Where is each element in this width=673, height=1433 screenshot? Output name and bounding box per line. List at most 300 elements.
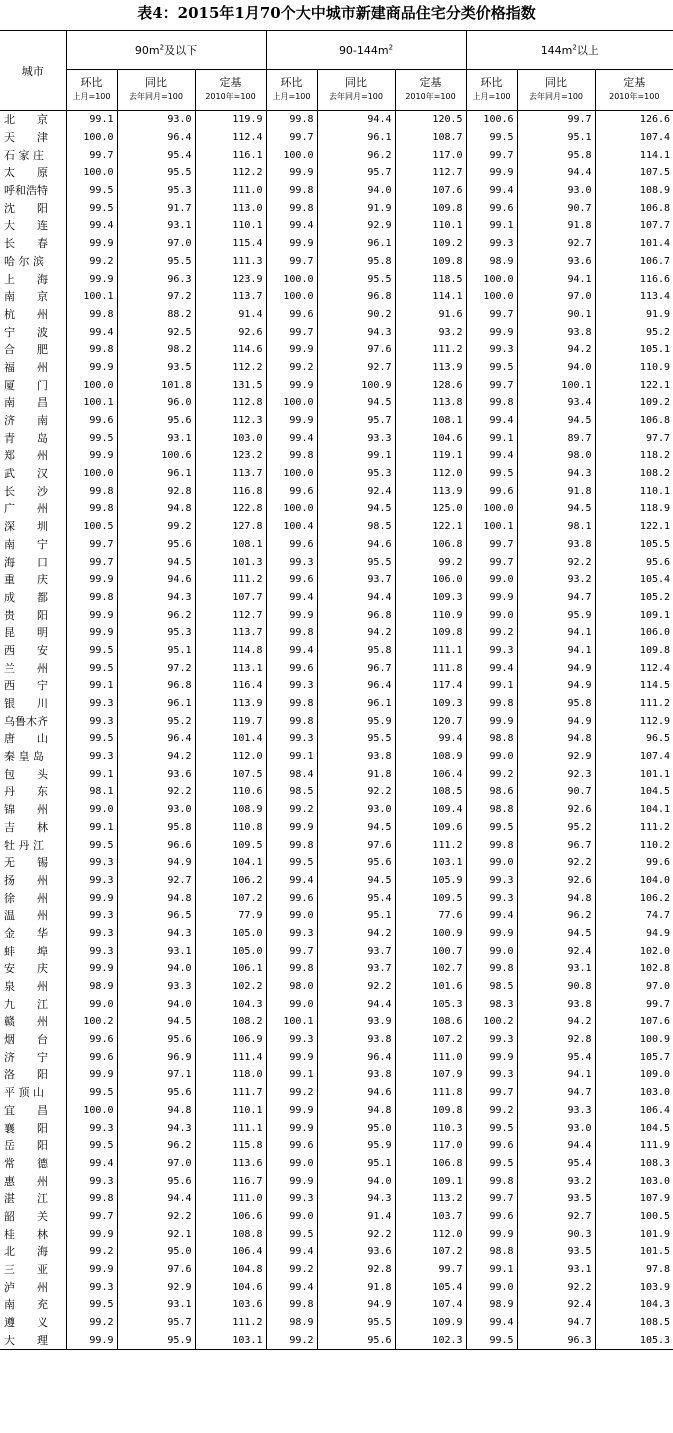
index-value: 99.2 [466,624,517,642]
index-value: 95.8 [317,642,395,660]
index-value: 94.8 [117,1102,195,1120]
index-value: 106.2 [195,872,266,890]
index-value: 95.2 [117,712,195,730]
index-value: 99.8 [266,1296,317,1314]
index-value: 108.9 [195,801,266,819]
index-value: 111.8 [395,659,466,677]
index-value: 95.1 [117,642,195,660]
index-value: 115.4 [195,235,266,253]
index-value: 117.0 [395,146,466,164]
index-value: 108.7 [395,129,466,147]
index-value: 99.7 [466,146,517,164]
index-value: 99.7 [66,536,117,554]
index-value: 110.9 [595,359,673,377]
index-value: 96.4 [117,129,195,147]
index-value: 99.9 [466,164,517,182]
table-row [0,872,673,890]
index-value: 95.9 [517,606,595,624]
index-value: 95.2 [595,323,673,341]
index-value: 110.6 [195,783,266,801]
index-value: 99.0 [466,942,517,960]
index-value: 99.3 [266,925,317,943]
index-value: 109.5 [195,836,266,854]
index-value: 105.2 [595,589,673,607]
index-value: 99.4 [266,642,317,660]
index-value: 94.5 [317,819,395,837]
index-value: 100.9 [395,925,466,943]
index-value: 113.2 [395,1190,466,1208]
sub-header-mom-g3 [466,70,517,111]
index-value: 99.6 [466,1137,517,1155]
index-value: 94.4 [517,1137,595,1155]
index-value: 99.8 [266,695,317,713]
index-value: 98.9 [266,1314,317,1332]
index-value: 107.4 [595,129,673,147]
index-value: 100.0 [466,500,517,518]
index-value: 95.9 [317,712,395,730]
city-name: 长 沙 [4,484,48,498]
index-value: 114.8 [195,642,266,660]
index-value: 122.1 [595,518,673,536]
index-value: 99.5 [66,429,117,447]
index-value: 96.7 [517,836,595,854]
index-value: 101.3 [195,553,266,571]
city-name: 石 家 庄 [4,148,44,162]
index-value: 106.2 [595,889,673,907]
index-value: 99.4 [66,217,117,235]
index-value: 99.3 [66,925,117,943]
index-value: 99.8 [266,712,317,730]
table-row [0,1084,673,1102]
index-value: 100.0 [66,129,117,147]
index-value: 105.0 [195,942,266,960]
index-value: 96.1 [317,695,395,713]
index-value: 99.1 [466,217,517,235]
index-value: 96.1 [317,129,395,147]
index-value: 100.9 [595,1031,673,1049]
table-body [0,111,673,1350]
index-value: 93.2 [517,571,595,589]
city-name: 丹 东 [4,785,48,799]
index-value: 94.5 [317,872,395,890]
city-name: 烟 台 [4,1033,48,1047]
index-value: 117.4 [395,677,466,695]
index-value: 99.4 [266,1243,317,1261]
sub-header-label: 定基 [623,76,646,89]
index-value: 100.1 [66,394,117,412]
sub-header-yoy-g3 [517,70,595,111]
index-value: 99.9 [466,1225,517,1243]
index-value: 90.2 [317,306,395,324]
index-value: 95.5 [317,553,395,571]
index-value: 93.5 [517,1243,595,1261]
index-value: 111.8 [395,1084,466,1102]
index-value: 110.2 [595,836,673,854]
index-value: 113.4 [595,288,673,306]
index-value: 113.9 [195,695,266,713]
city-name: 洛 阳 [4,1068,48,1082]
index-value: 95.3 [117,182,195,200]
index-value: 96.2 [117,606,195,624]
index-value: 109.4 [395,801,466,819]
index-value: 94.9 [517,712,595,730]
index-value: 98.2 [117,341,195,359]
table-row [0,146,673,164]
sub-header-base: 去年同月=100 [529,92,584,101]
index-value: 95.5 [117,253,195,271]
table-row [0,129,673,147]
index-value: 100.0 [466,288,517,306]
index-value: 99.5 [66,1137,117,1155]
index-value: 101.1 [595,765,673,783]
index-value: 127.8 [195,518,266,536]
index-value: 99.7 [66,146,117,164]
index-value: 111.7 [195,1084,266,1102]
sub-header-label: 环比 [280,76,303,89]
index-value: 99.6 [266,1137,317,1155]
index-value: 95.6 [117,412,195,430]
table-row [0,359,673,377]
city-name: 九 江 [4,997,48,1011]
index-value: 95.1 [317,907,395,925]
index-value: 111.2 [395,836,466,854]
index-value: 93.0 [517,182,595,200]
index-value: 99.3 [466,1066,517,1084]
index-value: 98.6 [466,783,517,801]
index-value: 112.2 [195,164,266,182]
city-name: 南 宁 [4,537,48,551]
index-value: 104.3 [195,995,266,1013]
index-value: 94.2 [117,748,195,766]
index-value: 99.6 [266,536,317,554]
index-value: 99.2 [466,765,517,783]
index-value: 99.4 [266,1278,317,1296]
index-value: 95.8 [517,146,595,164]
sub-header-label: 同比 [345,76,367,89]
city-name: 平 顶 山 [4,1086,44,1100]
table-row [0,942,673,960]
index-value: 99.9 [66,447,117,465]
index-value: 99.4 [466,907,517,925]
city-name: 青 岛 [4,431,48,445]
index-value: 99.7 [66,1208,117,1226]
index-value: 113.9 [395,359,466,377]
table-row [0,695,673,713]
city-name: 湛 江 [4,1192,48,1206]
index-value: 92.6 [195,323,266,341]
index-value: 99.1 [317,447,395,465]
index-value: 99.8 [266,960,317,978]
index-value: 94.7 [517,1314,595,1332]
index-value: 100.0 [266,146,317,164]
index-value: 93.3 [317,429,395,447]
index-value: 114.1 [595,146,673,164]
index-value: 94.3 [117,925,195,943]
index-value: 99.5 [66,642,117,660]
index-value: 123.2 [195,447,266,465]
index-value: 112.2 [195,359,266,377]
index-value: 98.4 [266,765,317,783]
index-value: 94.5 [117,1013,195,1031]
table-row [0,482,673,500]
index-value: 109.8 [595,642,673,660]
index-value: 99.7 [266,129,317,147]
index-value: 99.8 [66,500,117,518]
index-value: 95.8 [117,819,195,837]
table-row [0,394,673,412]
index-value: 99.6 [266,889,317,907]
index-value: 99.8 [466,1172,517,1190]
index-value: 95.6 [317,854,395,872]
index-value: 99.7 [595,995,673,1013]
index-value: 99.8 [466,695,517,713]
index-value: 99.5 [66,836,117,854]
index-value: 108.1 [195,536,266,554]
index-value: 99.9 [66,1331,117,1349]
city-name: 太 原 [4,166,48,180]
index-value: 104.5 [595,783,673,801]
index-value: 99.4 [66,323,117,341]
index-value: 99.3 [266,730,317,748]
index-value: 99.7 [466,376,517,394]
index-value: 99.0 [466,606,517,624]
index-value: 94.4 [317,111,395,129]
index-value: 94.8 [317,1102,395,1120]
index-value: 94.1 [517,642,595,660]
index-value: 98.1 [66,783,117,801]
index-value: 96.1 [117,465,195,483]
index-value: 99.9 [66,571,117,589]
index-value: 105.9 [395,872,466,890]
index-value: 96.2 [517,907,595,925]
index-value: 99.4 [66,1155,117,1173]
index-value: 92.8 [517,1031,595,1049]
index-value: 99.0 [266,995,317,1013]
index-value: 88.2 [117,306,195,324]
index-value: 93.2 [395,323,466,341]
index-value: 93.7 [317,942,395,960]
index-value: 107.7 [195,589,266,607]
index-value: 99.3 [66,1119,117,1137]
city-name: 广 州 [4,502,48,516]
index-value: 94.2 [517,1013,595,1031]
index-value: 111.1 [395,642,466,660]
index-value: 98.1 [517,518,595,536]
index-value: 99.5 [266,854,317,872]
index-value: 93.6 [117,765,195,783]
index-value: 99.6 [466,199,517,217]
index-value: 99.9 [266,341,317,359]
city-name: 吉 林 [4,820,48,834]
index-value: 94.7 [517,1084,595,1102]
index-value: 93.8 [517,536,595,554]
index-value: 118.9 [595,500,673,518]
city-name: 昆 明 [4,626,48,640]
index-value: 98.8 [466,1243,517,1261]
index-value: 92.7 [517,1208,595,1226]
index-value: 95.2 [517,819,595,837]
index-value: 95.8 [517,695,595,713]
index-value: 99.9 [266,1048,317,1066]
index-value: 99.4 [266,217,317,235]
index-value: 99.9 [466,925,517,943]
city-name: 徐 州 [4,891,48,905]
table-row [0,1066,673,1084]
index-value: 100.9 [317,376,395,394]
index-value: 92.5 [117,323,195,341]
index-value: 91.8 [517,217,595,235]
index-value: 93.3 [517,1102,595,1120]
index-value: 100.0 [66,164,117,182]
index-value: 94.1 [517,624,595,642]
index-value: 120.5 [395,111,466,129]
index-value: 95.7 [317,412,395,430]
index-value: 112.7 [395,164,466,182]
index-value: 98.5 [317,518,395,536]
index-value: 108.8 [195,1225,266,1243]
index-value: 96.3 [117,270,195,288]
index-value: 112.4 [595,659,673,677]
index-value: 95.5 [317,270,395,288]
index-value: 99.7 [66,553,117,571]
index-value: 99.6 [266,659,317,677]
index-value: 99.0 [66,995,117,1013]
index-value: 111.0 [195,1190,266,1208]
table-row [0,447,673,465]
city-name: 银 川 [4,697,48,711]
index-value: 100.0 [66,376,117,394]
index-value: 108.5 [595,1314,673,1332]
table-row [0,606,673,624]
index-value: 100.1 [466,518,517,536]
city-name: 北 海 [4,1245,48,1259]
index-value: 92.9 [117,1278,195,1296]
index-value: 104.6 [395,429,466,447]
index-value: 113.7 [195,624,266,642]
table-row [0,412,673,430]
index-value: 107.4 [595,748,673,766]
index-value: 100.0 [266,500,317,518]
index-value: 99.3 [466,341,517,359]
index-value: 99.9 [266,819,317,837]
city-name: 锦 州 [4,803,48,817]
index-value: 112.3 [195,412,266,430]
index-value: 122.1 [395,518,466,536]
index-value: 95.4 [117,146,195,164]
index-value: 97.2 [117,288,195,306]
index-value: 99.1 [466,429,517,447]
index-value: 92.8 [317,1261,395,1279]
index-value: 118.2 [595,447,673,465]
city-name: 牡 丹 江 [4,838,44,852]
index-value: 99.5 [66,199,117,217]
index-value: 93.2 [517,1172,595,1190]
table-row [0,960,673,978]
table-row [0,1261,673,1279]
index-value: 103.9 [595,1278,673,1296]
table-row [0,765,673,783]
index-value: 94.4 [517,164,595,182]
table-row [0,1208,673,1226]
index-value: 109.5 [395,889,466,907]
city-name: 成 都 [4,590,48,604]
index-value: 95.5 [117,164,195,182]
city-name: 遵 义 [4,1316,48,1330]
table-row [0,217,673,235]
index-value: 94.4 [317,589,395,607]
index-value: 99.5 [466,1119,517,1137]
index-value: 111.2 [195,571,266,589]
index-value: 123.9 [195,270,266,288]
index-value: 93.5 [517,1190,595,1208]
table-row [0,836,673,854]
table-row [0,624,673,642]
index-value: 99.1 [66,765,117,783]
city-name: 安 庆 [4,962,48,976]
table-row [0,642,673,660]
index-value: 111.0 [195,182,266,200]
index-value: 99.2 [117,518,195,536]
city-name: 泉 州 [4,980,48,994]
index-value: 94.2 [317,624,395,642]
sub-header-label: 定基 [419,76,442,89]
index-value: 95.3 [117,624,195,642]
index-value: 99.2 [266,1331,317,1349]
index-value: 97.0 [117,1155,195,1173]
city-name: 海 口 [4,555,48,569]
index-value: 94.8 [117,500,195,518]
index-value: 94.4 [317,995,395,1013]
index-value: 112.4 [195,129,266,147]
index-value: 93.7 [317,571,395,589]
index-value: 125.0 [395,500,466,518]
index-value: 92.4 [517,942,595,960]
index-value: 91.8 [317,765,395,783]
city-name: 大 连 [4,219,48,233]
index-value: 99.6 [466,1208,517,1226]
index-value: 99.1 [466,677,517,695]
index-value: 111.9 [595,1137,673,1155]
table-row [0,1190,673,1208]
table-row [0,323,673,341]
index-value: 93.1 [117,429,195,447]
index-value: 109.8 [395,253,466,271]
index-value: 99.9 [466,712,517,730]
index-value: 96.1 [317,235,395,253]
group-header-large: $144m^2$以上 [466,31,673,70]
index-value: 94.9 [595,925,673,943]
table-row [0,589,673,607]
sub-header-label: 环比 [80,76,103,89]
index-value: 112.8 [195,394,266,412]
index-value: 108.5 [395,783,466,801]
index-value: 99.9 [266,1119,317,1137]
index-value: 99.7 [466,306,517,324]
index-value: 99.6 [66,1048,117,1066]
index-value: 90.8 [517,978,595,996]
table-title: 表4：2015年1月70个大中城市新建商品住宅分类价格指数 [137,4,536,22]
index-value: 99.9 [266,1102,317,1120]
index-value: 100.6 [466,111,517,129]
index-value: 97.1 [117,1066,195,1084]
index-value: 113.7 [195,288,266,306]
index-value: 99.7 [395,1261,466,1279]
index-value: 107.4 [395,1296,466,1314]
index-value: 95.4 [517,1048,595,1066]
index-value: 92.7 [317,359,395,377]
index-value: 99.3 [66,1172,117,1190]
index-value: 118.0 [195,1066,266,1084]
